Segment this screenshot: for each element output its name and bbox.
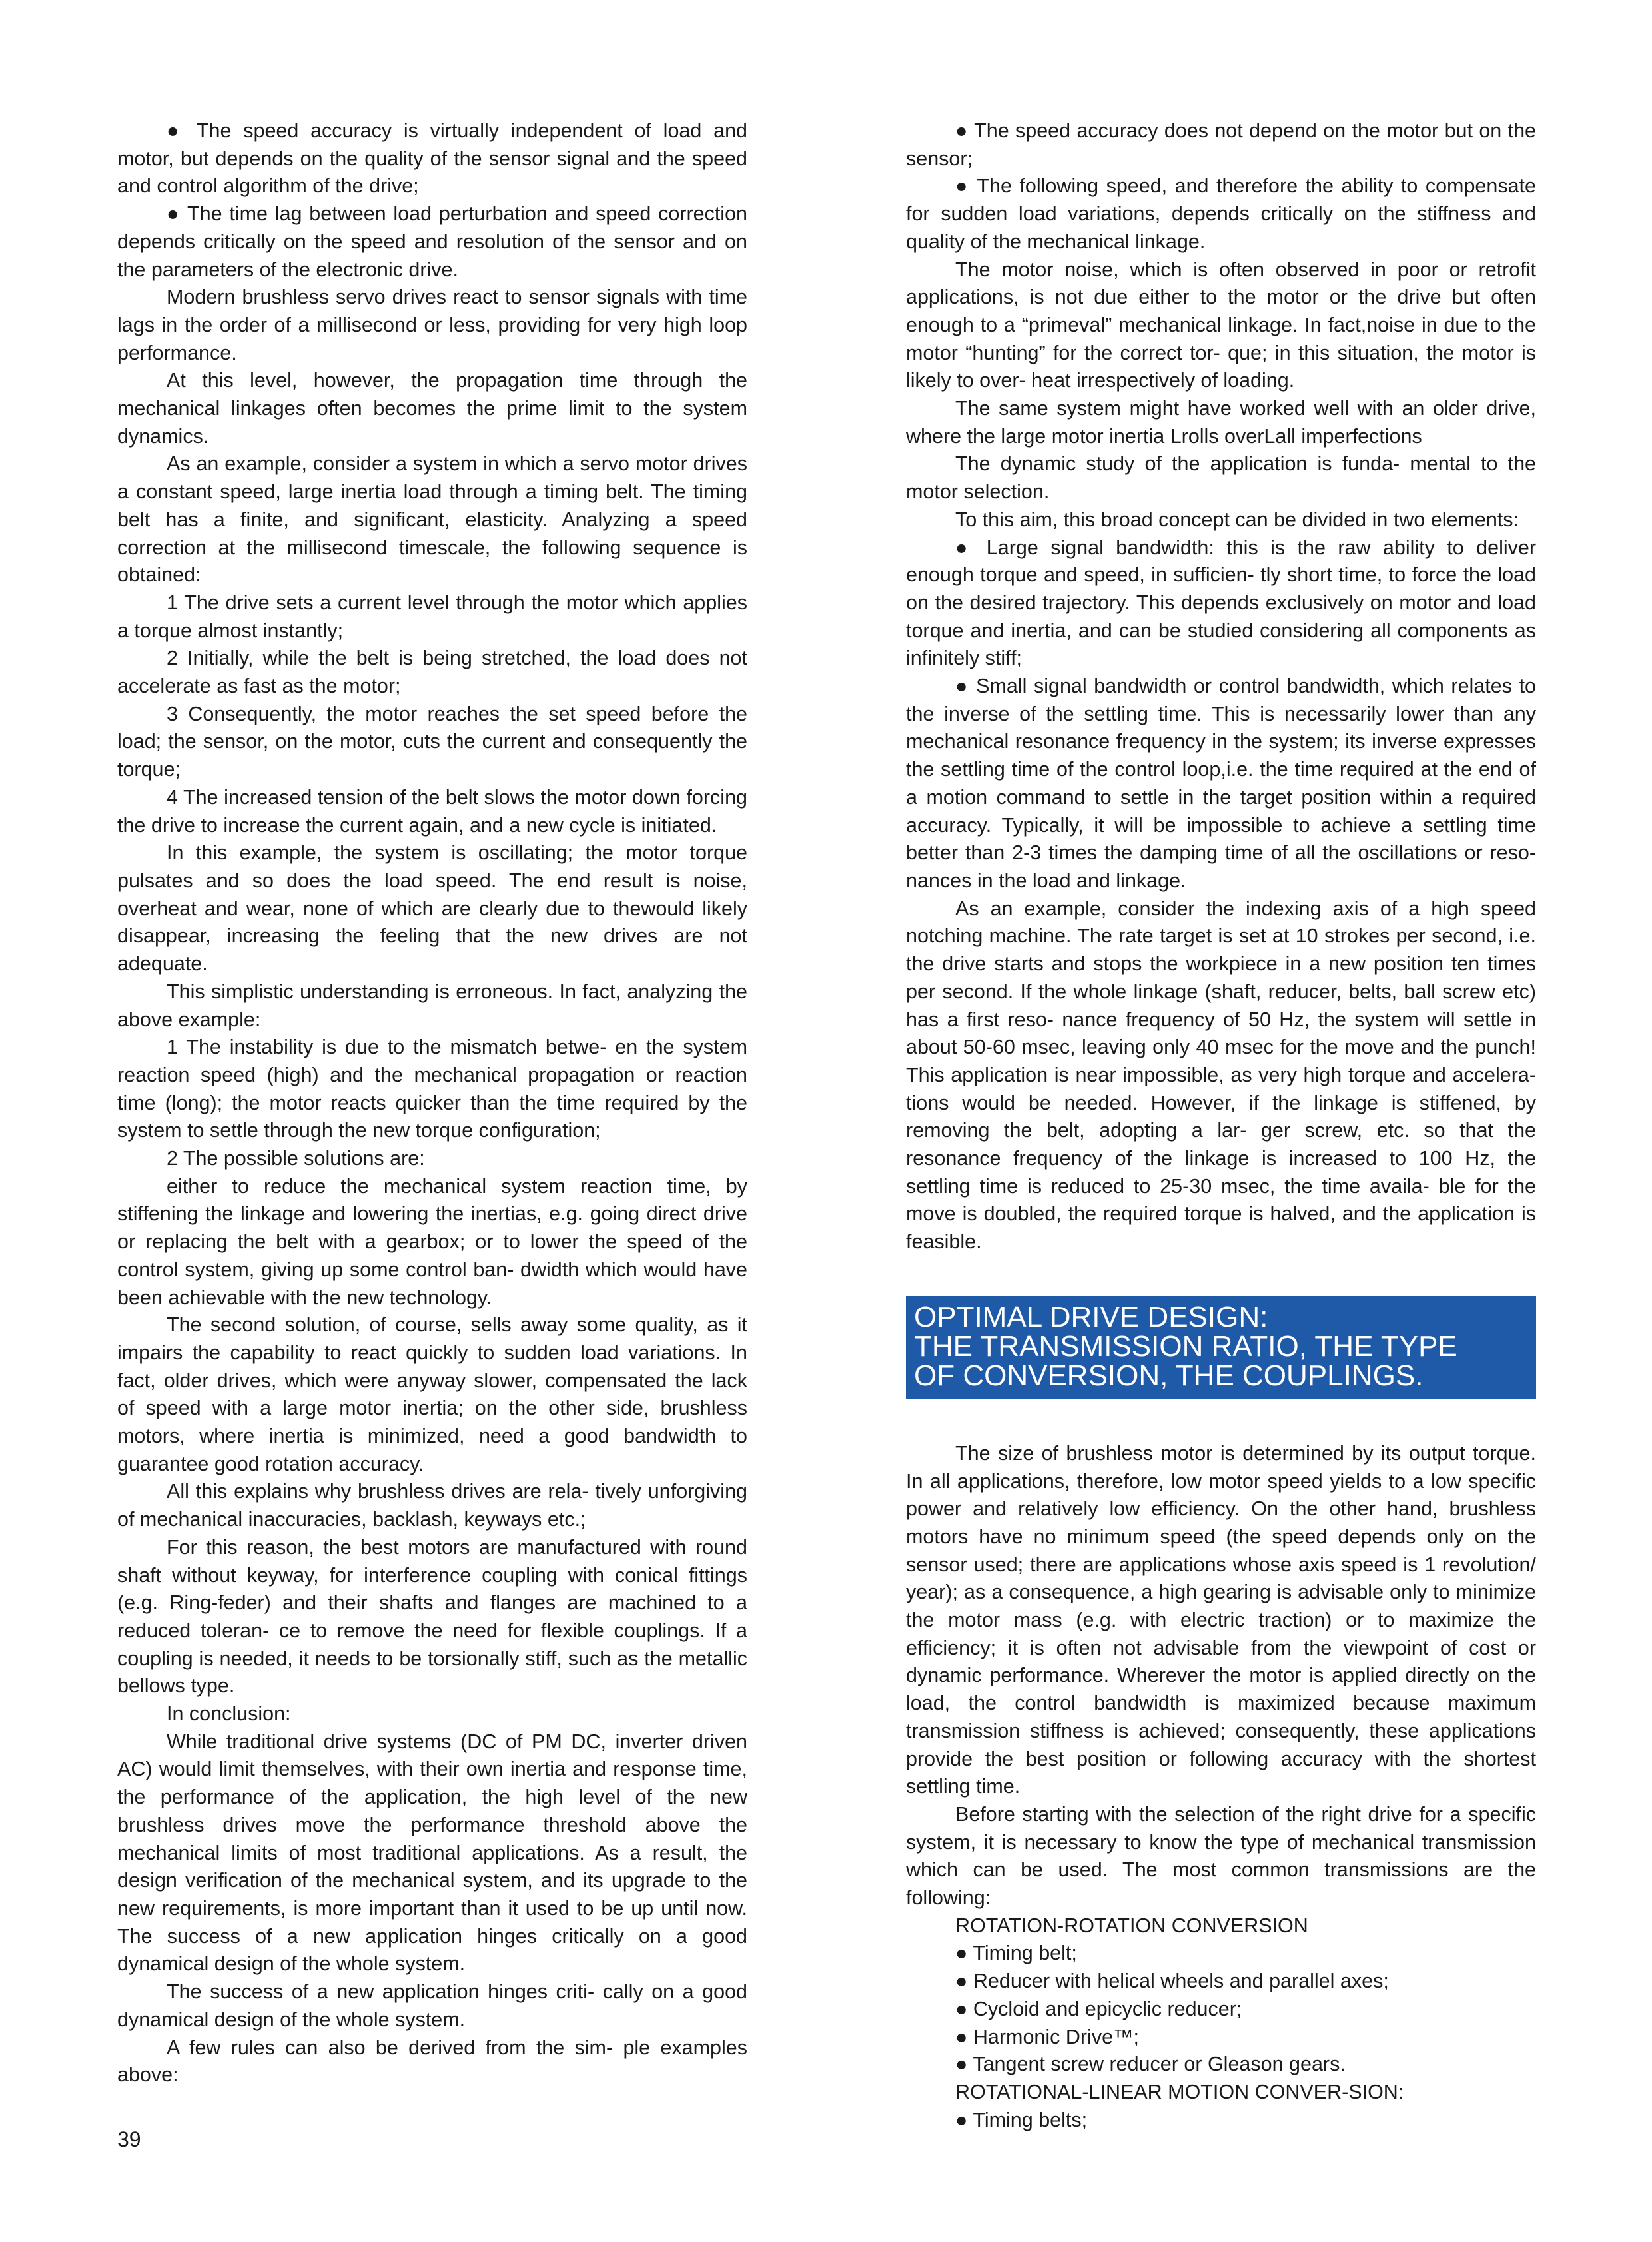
paragraph: ● The following speed, and therefore the ability to compensate for sudden load variations, depends critically on the stiffness and quality of the mechanical linkage. [906, 175, 1536, 253]
paragraph: For this reason, the best motors are manufactured with round shaft without keyway, for interference coupling with conical fittings (e.g. Ring-feder) and their shafts and flanges are machined to a reduced toleran- ce to remove the need for flexible couplings. If a coupling is needed, it needs to be torsionally stiff, such as the metallic bellows type. [117, 1535, 747, 1698]
list-item: 4 The increased tension of the belt slows the motor down forcing the drive to increase the current again, and a new cycle is initiated. [117, 785, 747, 837]
paragraph: This simplistic understanding is erroneous. In fact, analyzing the above example: [117, 980, 747, 1031]
paragraph: ● Small signal bandwidth or control bandwidth, which relates to the inverse of the settling time. This is necessarily lower than any mechanical resonance frequency in the system; its inverse expresses the settling time of the control loop,i.e. the time required at the end of a motion command to settle in the target position within a required accuracy. Typically, it will be impossible to achieve a settling time better than 2-3 times the damping time of all the oscillations or reso- nances in the load and linkage. [906, 675, 1536, 892]
list-heading: ROTATION-ROTATION CONVERSION [955, 1914, 1308, 1937]
paragraph: At this level, however, the propagation time through the mechanical linkages often becomes the prime limit to the system dynamics. [117, 369, 747, 448]
list-item: 3 Consequently, the motor reaches the set speed before the load; the sensor, on the motor, cuts the current and consequently the torque; [117, 702, 747, 781]
paragraph: In conclusion: [167, 1702, 291, 1726]
list-item: 1 The instability is due to the mismatch betwe- en the system reaction speed (high) and the mechanical propagation or reaction time (long); the motor reacts quicker than the time required by the system to settle through the new torque configuration; [117, 1036, 747, 1142]
paragraph: The dynamic study of the application is funda- mental to the motor selection. [906, 452, 1536, 504]
list-item: 2 Initially, while the belt is being stretched, the load does not accelerate as fast as the motor; [117, 647, 747, 698]
paragraph: The motor noise, which is often observed in poor or retrofit applications, is not due either to the motor or the drive but often enough to a “primeval” mechanical linkage. In fact,noise in due to the motor “hunting” for the correct tor- que; in this situation, the motor is likely to over- heat irrespectively of loading. [906, 258, 1536, 392]
paragraph: either to reduce the mechanical system reaction time, by stiffening the linkage and lowering the inertias, e.g. going direct drive or replacing the belt with a gearbox; or to lower the speed of the control system, giving up some control ban- dwidth which would have been achievable with the new technology. [117, 1174, 747, 1309]
paragraph: The size of brushless motor is determined by its output torque. In all applications, therefore, low motor speed yields to a low specific power and relatively low efficiency. On the other hand, brushless motors have no minimum speed (the speed depends only on the sensor used; there are applications whose axis speed is 1 revolution/ year); as a consequence, a high gearing is advisable only to minimize the motor mass (e.g. with electric traction) or to maximize the efficiency; it is often not advisable from the viewpoint of cost or dynamic performance. Wherever the motor is applied directly on the load, the control bandwidth is maximized because maximum transmission stiffness is achieved; consequently, these applications provide the best position or following accuracy with the shortest settling time. [906, 1441, 1536, 1798]
paragraph: As an example, consider a system in which a servo motor drives a constant speed, large inertia load through a timing belt. The timing belt has a finite, and significant, elasticity. Analyzing a speed correction at the millisecond timescale, the following sequence is obtained: [117, 452, 747, 587]
list-heading: ROTATIONAL-LINEAR MOTION CONVER-SION: [955, 2081, 1404, 2103]
section-heading [906, 1296, 1536, 1399]
list-item: 2 The possible solutions are: [167, 1147, 425, 1170]
paragraph: To this aim, this broad concept can be divided in two elements: [955, 508, 1519, 531]
paragraph: A few rules can also be derived from the sim- ple examples above: [117, 2036, 747, 2087]
list-item: ● Reducer with helical wheels and parallel axes; [955, 1970, 1389, 1993]
paragraph: ● Large signal bandwidth: this is the raw ability to deliver enough torque and speed, in sufficien- tly short time, to force the load on the desired trajectory. This depends exclusively on motor and load torque and inertia, and can be studied considering all components as infinitely stiff; [906, 536, 1536, 670]
paragraph: ● The speed accuracy does not depend on the motor but on the sensor; [906, 119, 1536, 170]
paragraph: ● The speed accuracy is virtually independent of load and motor, but depends on the quality of the sensor signal and the speed and control algorithm of the drive; [117, 119, 747, 198]
right-column [906, 117, 1536, 2134]
paragraph: The same system might have worked well with an older drive, where the large motor inertia Lrolls overLall imperfections [906, 397, 1536, 448]
paragraph: All this explains why brushless drives are rela- tively unforgiving of mechanical inaccuracies, backlash, keyways etc.; [117, 1480, 747, 1531]
list-item: ● Harmonic Drive™; [955, 2025, 1140, 2048]
paragraph: In this example, the system is oscillating; the motor torque pulsates and so does the load speed. The end result is noise, overheat and wear, none of which are clearly due to thewould likely disappear, increasing the feeling that the new drives are not adequate. [117, 841, 747, 976]
paragraph: ● The time lag between load perturbation and speed correction depends critically on the speed and resolution of the sensor and on the parameters of the electronic drive. [117, 202, 747, 281]
paragraph: As an example, consider the indexing axis of a high speed notching machine. The rate target is set at 10 strokes per second, i.e. the drive starts and stops the workpiece in a new position ten times per second. If the whole linkage (shaft, reducer, belts, ball screw etc) has a first reso- nance frequency of 50 Hz, the system will settle in about 50-60 msec, leaving only 40 msec for the move and the punch! This application is near impossible, as very high torque and accelera- tions would be needed. However, if the linkage is stiffened, by removing the belt, adopting a lar- ger screw, etc. so that the resonance frequency of the linkage is increased to 100 Hz, the settling time is reduced to 25-30 msec, the time availa- ble for the move is doubled, the required torque is halved, and the application is feasible. [906, 897, 1536, 1254]
list-item: ● Timing belt; [955, 1942, 1077, 1965]
left-column [117, 117, 747, 2089]
list-item: 1 The drive sets a current level through the motor which applies a torque almost instantly; [117, 591, 747, 642]
list-item: ● Timing belts; [955, 2108, 1088, 2131]
paragraph: The success of a new application hinges criti- cally on a good dynamical design of the whole system. [117, 1980, 747, 2031]
section-heading-line: THE TRANSMISSION RATIO, THE TYPE [914, 1329, 1457, 1363]
paragraph: While traditional drive systems (DC of PM DC, inverter driven AC) would limit themselves, with their own inertia and response time, the performance of the application, the high level of the new brushless drives move the performance threshold above the mechanical limits of most traditional applications. As a result, the design verification of the mechanical system, and its upgrade to the new requirements, is more important than it used to be up until now. The success of a new application hinges critically on a good dynamical design of the whole system. [117, 1730, 747, 1976]
paragraph: Modern brushless servo drives react to sensor signals with time lags in the order of a millisecond or less, providing for very high loop performance. [117, 286, 747, 364]
paragraph: Before starting with the selection of the right drive for a specific system, it is necessary to know the type of mechanical transmission which can be used. The most common transmissions are the following: [906, 1802, 1536, 1910]
paragraph: The second solution, of course, sells away some quality, as it impairs the capability to react quickly to sudden load variations. In fact, older drives, which were anyway slower, compensated the lack of speed with a large motor inertia; on the other side, brushless motors, where inertia is minimized, need a good bandwidth to guarantee good rotation accuracy. [117, 1313, 747, 1475]
list-item: ● Cycloid and epicyclic reducer; [955, 1997, 1242, 2020]
page-number: 39 [117, 2127, 141, 2151]
section-heading-line: OPTIMAL DRIVE DESIGN: [914, 1300, 1268, 1333]
list-item: ● Tangent screw reducer or Gleason gears. [955, 2053, 1346, 2076]
section-heading-line: OF CONVERSION, THE COUPLINGS. [914, 1359, 1424, 1392]
